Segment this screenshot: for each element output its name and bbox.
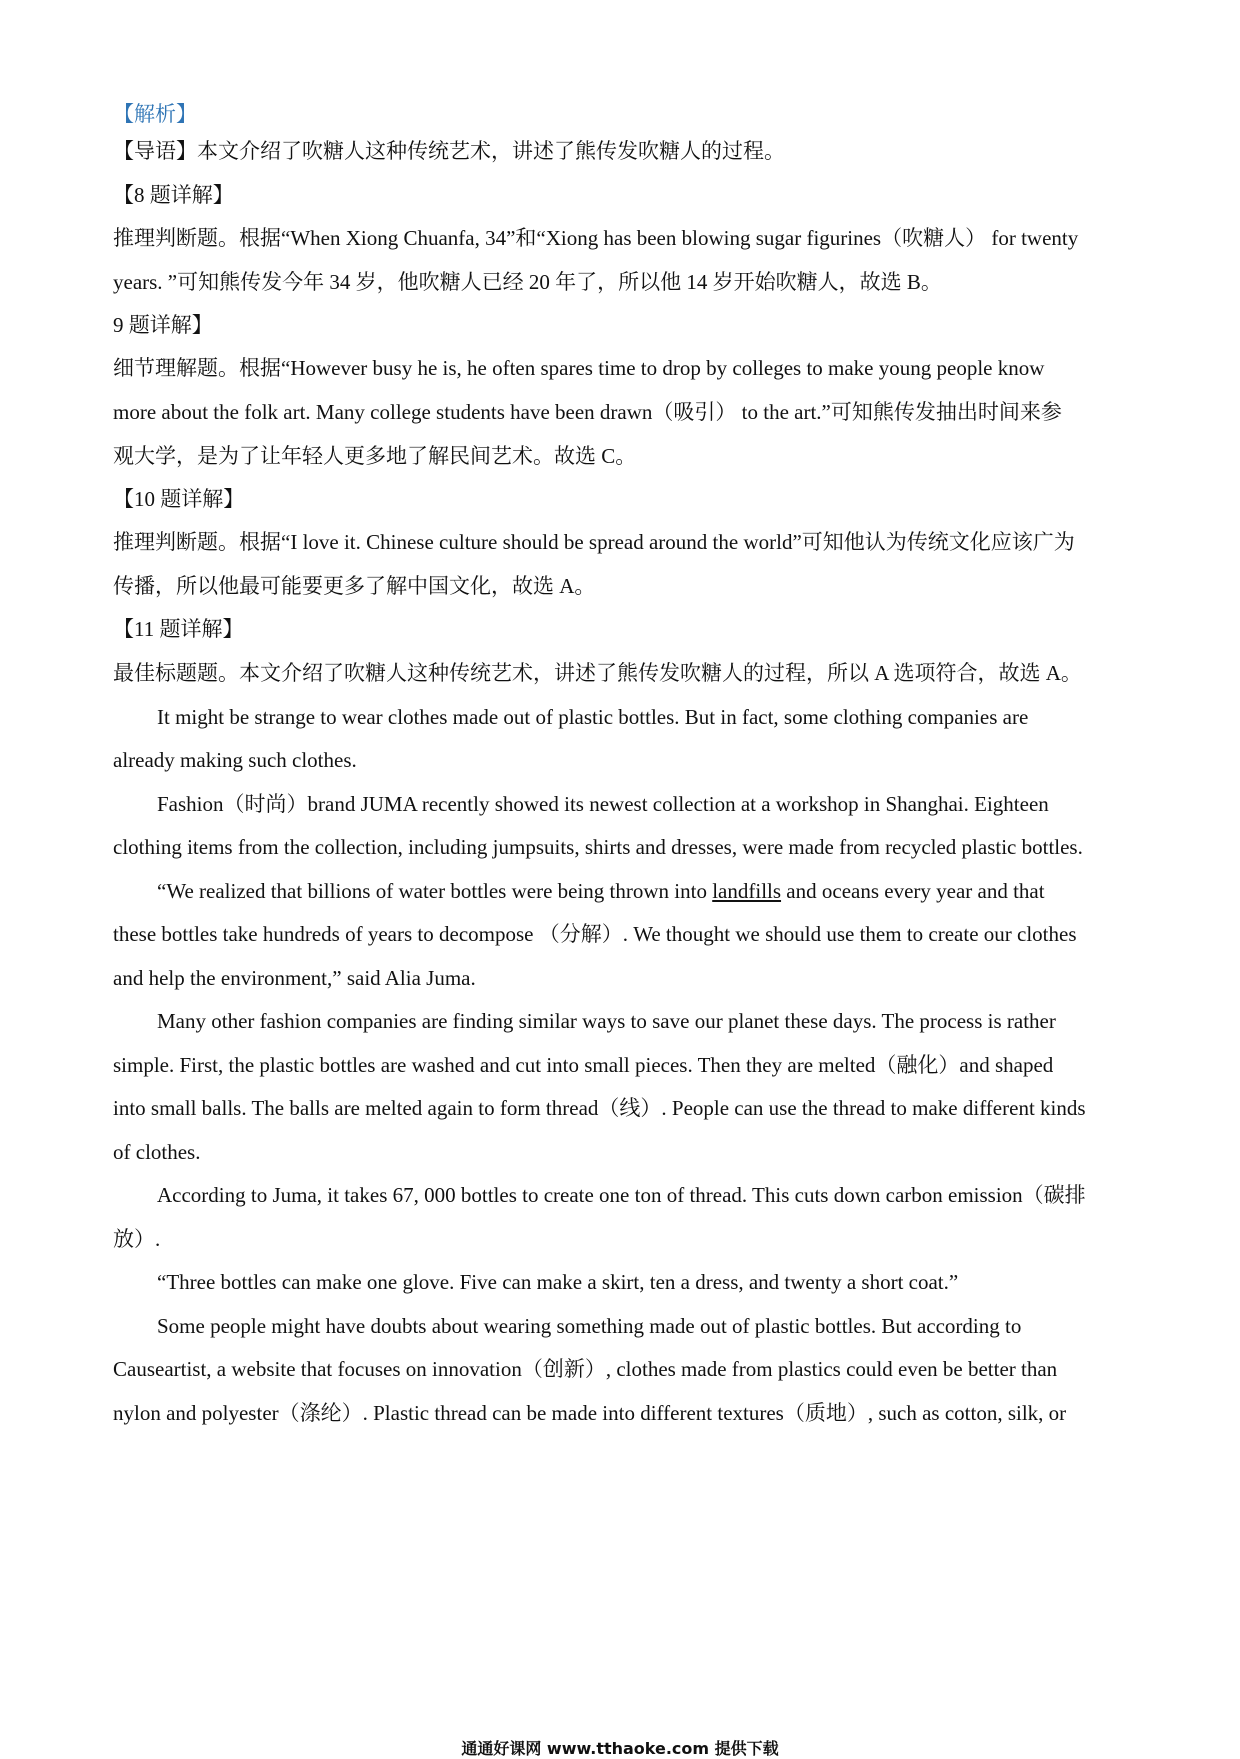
q9-line-1: 细节理解题。根据“However busy he is, he often spares time to drop by colleges to make young people know [113, 356, 1045, 380]
passage-p4-line-1: Many other fashion companies are finding similar ways to save our planet these days. The process is rather [157, 1009, 1056, 1033]
passage-p6-line-1: “Three bottles can make one glove. Five can make a skirt, ten a dress, and twenty a short coat.” [157, 1270, 959, 1294]
passage-p1-line-1: It might be strange to wear clothes made out of plastic bottles. But in fact, some clothing companies are [157, 705, 1029, 729]
q10-line-1: 推理判断题。根据“I love it. Chinese culture should be spread around the world”可知他认为传统文化应该广为 [113, 530, 1075, 554]
q10-title: 【10 题详解】 [113, 487, 245, 511]
passage-p2-line-2: clothing items from the collection, including jumpsuits, shirts and dresses, were made from recycled plastic bottles. [113, 835, 1083, 859]
passage-text: “We realized that billions of water bottles were being thrown into [157, 879, 713, 903]
passage-p1-line-2: already making such clothes. [113, 748, 357, 772]
passage-p7-line-3: nylon and polyester（涤纶）. Plastic thread can be made into different textures（质地）, such as cotton, silk, or [113, 1401, 1067, 1425]
footer-watermark: 通通好课网 www.tthaoke.com 提供下载 [461, 1739, 779, 1758]
q8-line-2: years. ”可知熊传发今年 34 岁，他吹糖人已经 20 年了，所以他 14 岁开始吹糖人，故选 B。 [113, 270, 942, 294]
q8-title: 【8 题详解】 [113, 183, 234, 207]
q11-line-1: 最佳标题题。本文介绍了吹糖人这种传统艺术，讲述了熊传发吹糖人的过程，所以 A 选项符合，故选 A。 [113, 661, 1082, 685]
passage-p4-line-4: of clothes. [113, 1140, 201, 1164]
passage-p7-line-2: Causeartist, a website that focuses on innovation（创新）, clothes made from plastics could even be better than [113, 1357, 1058, 1381]
q9-line-2: more about the folk art. Many college students have been drawn（吸引） to the art.”可知熊传发抽出时间来参 [113, 400, 1062, 424]
q9-title: 9 题详解】 [113, 313, 213, 337]
passage-p5-line-2: 放）. [113, 1227, 161, 1251]
q11-title: 【11 题详解】 [113, 617, 244, 641]
q10-line-2: 传播，所以他最可能要更多了解中国文化，故选 A。 [113, 574, 596, 598]
passage-p5-line-1: According to Juma, it takes 67, 000 bottles to create one ton of thread. This cuts down carbon emission（碳排 [157, 1183, 1086, 1207]
underlined-word-landfills: landfills [712, 879, 782, 903]
q9-line-3: 观大学，是为了让年轻人更多地了解民间艺术。故选 C。 [113, 444, 637, 468]
analysis-heading: 【解析】 [113, 102, 197, 126]
passage-p4-line-3: into small balls. The balls are melted again to form thread（线）. People can use the thread to make different kinds [113, 1096, 1086, 1120]
passage-text: and oceans every year and that [781, 879, 1045, 903]
passage-p2-line-1: Fashion（时尚）brand JUMA recently showed its newest collection at a workshop in Shanghai. Eighteen [157, 792, 1049, 816]
passage-p7-line-1: Some people might have doubts about wearing something made out of plastic bottles. But according to [157, 1314, 1022, 1338]
passage-p3-line-3: and help the environment,” said Alia Juma. [113, 966, 476, 990]
q8-line-1: 推理判断题。根据“When Xiong Chuanfa, 34”和“Xiong has been blowing sugar figurines（吹糖人） for twenty [113, 226, 1079, 250]
passage-p3-line-2: these bottles take hundreds of years to decompose （分解）. We thought we should use them to create our clothes [113, 922, 1077, 946]
intro-line: 【导语】本文介绍了吹糖人这种传统艺术，讲述了熊传发吹糖人的过程。 [113, 139, 785, 163]
passage-p4-line-2: simple. First, the plastic bottles are washed and cut into small pieces. Then they are melted（融化）and shaped [113, 1053, 1054, 1077]
passage-p3-line-1 [157, 877, 1045, 905]
